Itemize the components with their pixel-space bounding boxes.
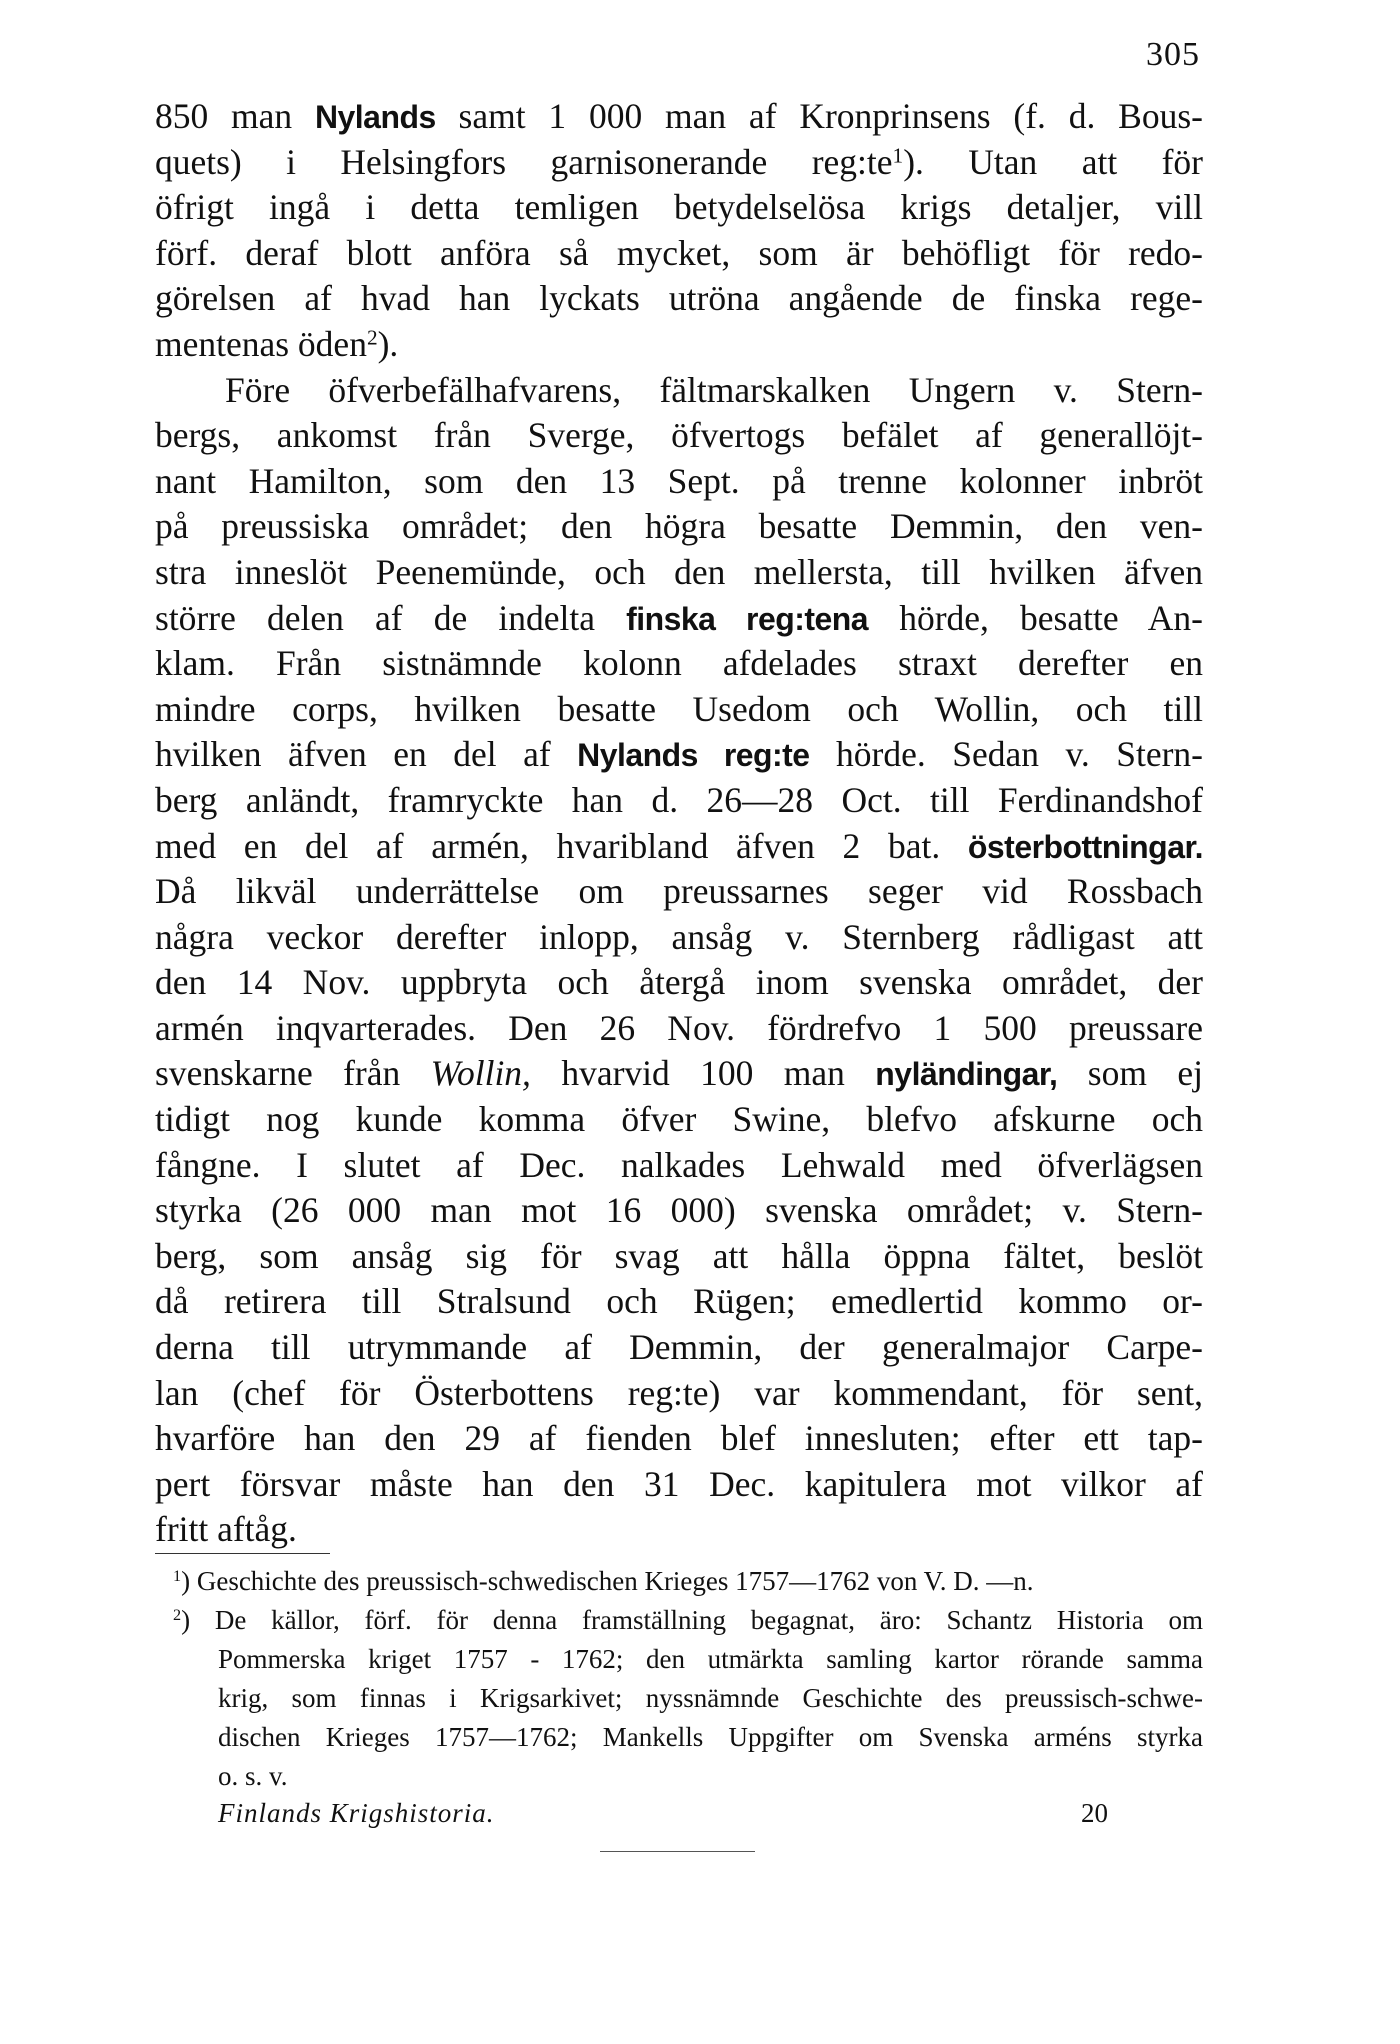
- paragraph-line: [155, 1097, 1203, 1143]
- paragraph-line: [155, 1507, 1203, 1553]
- text-run: derna till utrymmande af Demmin, der generalmajor Carpe-: [155, 1327, 1203, 1368]
- text-run: tidigt nog kunde komma öfver Swine, blefvo afskurne och: [155, 1099, 1203, 1140]
- text-run: berg anländt, framryckte han d. 26—28 Oct. till Ferdinandshof: [155, 779, 1203, 820]
- text-run: 850 man: [155, 96, 315, 136]
- spaced-emphasis: nyländingar,: [875, 1056, 1058, 1093]
- text-run: mindre corps, hvilken besatte Usedom och Wollin, och till: [155, 688, 1203, 729]
- footnotes: [155, 1562, 1203, 1796]
- paragraph-line: [155, 960, 1203, 1006]
- paragraph-line: [155, 687, 1203, 733]
- text-run: svenskarne från: [155, 1053, 431, 1094]
- text-run: ). Utan att för: [903, 141, 1203, 182]
- footnote-line: [155, 1562, 1203, 1601]
- footnote-marker: 1: [173, 1567, 182, 1586]
- text-run: pert försvar måste han den 31 Dec. kapitulera mot vilkor af: [155, 1463, 1203, 1504]
- spaced-emphasis: Nylands reg:te: [577, 737, 810, 774]
- paragraph-line: [155, 413, 1203, 459]
- text-run: som ej: [1057, 1053, 1203, 1094]
- paragraph-line: [155, 1234, 1203, 1280]
- printer-signature: [218, 1798, 1203, 1829]
- paragraph-line: [155, 368, 1203, 414]
- paragraph-line: [155, 732, 1203, 778]
- text-run: dischen Krieges 1757—1762; Mankells Uppgifter om Svenska arméns styrka: [218, 1722, 1203, 1752]
- paragraph-line: [155, 1051, 1203, 1097]
- body-text: [155, 94, 1203, 1553]
- paragraph-line: [155, 869, 1203, 915]
- text-run: armén inqvarterades. Den 26 Nov. fördrefvo 1 500 preussare: [155, 1007, 1203, 1048]
- spaced-emphasis: finska reg:tena: [626, 600, 869, 637]
- text-run: berg, som ansåg sig för svag att hålla öppna fältet, beslöt: [155, 1235, 1203, 1276]
- paragraph-line: [155, 550, 1203, 596]
- text-run: görelsen af hvad han lyckats utröna angående de finska rege-: [155, 278, 1203, 319]
- paragraph-line: [155, 1279, 1203, 1325]
- text-run: stra inneslöt Peenemünde, och den mellersta, till hvilken äfven: [155, 551, 1203, 592]
- paragraph-line: [155, 504, 1203, 550]
- footnote-rule: [155, 1553, 330, 1554]
- bottom-rule: [600, 1851, 755, 1852]
- footnote-line: [155, 1718, 1203, 1757]
- paragraph-line: [155, 641, 1203, 687]
- spaced-emphasis: österbottningar.: [967, 828, 1203, 865]
- paragraph-line: [155, 231, 1203, 277]
- paragraph-line: [155, 276, 1203, 322]
- text-run: nant Hamilton, som den 13 Sept. på trenne kolonner inbröt: [155, 460, 1203, 501]
- italic-text: Wollin,: [430, 1053, 531, 1094]
- text-run: Pommerska kriget 1757 - 1762; den utmärkta samling kartor rörande samma: [218, 1644, 1203, 1674]
- paragraph-line: [155, 1416, 1203, 1462]
- text-run: några veckor derefter inlopp, ansåg v. Sternberg rådligast att: [155, 916, 1203, 957]
- text-run: Före öfverbefälhafvarens, fältmarskalken Ungern v. Stern-: [225, 369, 1203, 410]
- text-run: styrka (26 000 man mot 16 000) svenska området; v. Stern-: [155, 1190, 1203, 1231]
- paragraph-line: [155, 1371, 1203, 1417]
- text-run: ) Geschichte des preussisch-schwedischen Krieges 1757—1762 von V. D. —n.: [181, 1566, 1034, 1596]
- paragraph-line: [155, 185, 1203, 231]
- text-run: hvilken äfven en del af: [155, 734, 578, 775]
- footnote-marker: 2: [366, 325, 378, 350]
- text-run: öfrigt ingå i detta temligen betydelselösa krigs detaljer, vill: [155, 187, 1203, 228]
- paragraph-line: [155, 1188, 1203, 1234]
- text-run: mentenas öden: [155, 323, 367, 364]
- footnote-line: [155, 1757, 1203, 1796]
- text-run: ) De källor, förf. för denna framställning begagnat, äro: Schantz Historia om: [181, 1605, 1203, 1635]
- text-run: fångne. I slutet af Dec. nalkades Lehwald med öfverlägsen: [155, 1144, 1203, 1185]
- text-run: hvarvid 100 man: [530, 1053, 876, 1094]
- text-run: quets) i Helsingfors garnisonerande reg:te: [155, 141, 893, 182]
- paragraph-line: [155, 596, 1203, 642]
- paragraph-line: [155, 1462, 1203, 1508]
- text-run: krig, som finnas i Krigsarkivet; nyssnämnde Geschichte des preussisch-schwe-: [218, 1683, 1203, 1713]
- text-run: o. s. v.: [218, 1761, 288, 1791]
- paragraph-line: [155, 778, 1203, 824]
- paragraph-line: [155, 459, 1203, 505]
- text-run: fritt aftåg.: [155, 1509, 297, 1550]
- text-run: den 14 Nov. uppbryta och återgå inom svenska området, der: [155, 962, 1203, 1003]
- paragraph-line: [155, 94, 1203, 140]
- text-run: lan (chef för Österbottens reg:te) var kommendant, för sent,: [155, 1372, 1203, 1413]
- text-run: hörde, besatte An-: [868, 597, 1203, 638]
- page-number: 305: [1146, 36, 1200, 73]
- paragraph-line: [155, 1143, 1203, 1189]
- footnote-line: [155, 1640, 1203, 1679]
- text-run: ).: [377, 323, 399, 364]
- text-run: förf. deraf blott anföra så mycket, som är behöfligt för redo-: [155, 232, 1203, 273]
- paragraph-line: [155, 915, 1203, 961]
- paragraph-line: [155, 322, 1203, 368]
- text-run: Då likväl underrättelse om preussarnes seger vid Rossbach: [155, 871, 1203, 912]
- text-run: på preussiska området; den högra besatte Demmin, den ven-: [155, 506, 1203, 547]
- text-run: samt 1 000 man af Kronprinsens (f. d. Bous-: [435, 96, 1203, 136]
- text-run: då retirera till Stralsund och Rügen; emedlertid kommo or-: [155, 1281, 1203, 1322]
- spaced-emphasis: Nylands: [314, 99, 436, 135]
- footnote-line: [155, 1601, 1203, 1640]
- paragraph-line: [155, 1006, 1203, 1052]
- signature-title: Finlands Krigshistoria.: [218, 1798, 495, 1828]
- text-run: med en del af armén, hvaribland äfven 2 bat.: [155, 825, 968, 866]
- paragraph-line: [155, 824, 1203, 870]
- paragraph-line: [155, 1325, 1203, 1371]
- text-run: klam. Från sistnämnde kolonn afdelades straxt derefter en: [155, 643, 1203, 684]
- signature-number: 20: [1081, 1798, 1108, 1828]
- text-run: hvarföre han den 29 af fienden blef innesluten; efter ett tap-: [155, 1418, 1203, 1459]
- footnote-marker: 1: [892, 142, 904, 167]
- footnote-marker: 2: [173, 1606, 182, 1625]
- text-run: bergs, ankomst från Sverge, öfvertogs befälet af generallöjt-: [155, 415, 1203, 456]
- text-run: hörde. Sedan v. Stern-: [809, 734, 1203, 775]
- footnote-line: [155, 1679, 1203, 1718]
- paragraph-line: [155, 140, 1203, 186]
- text-run: större delen af de indelta: [155, 597, 627, 638]
